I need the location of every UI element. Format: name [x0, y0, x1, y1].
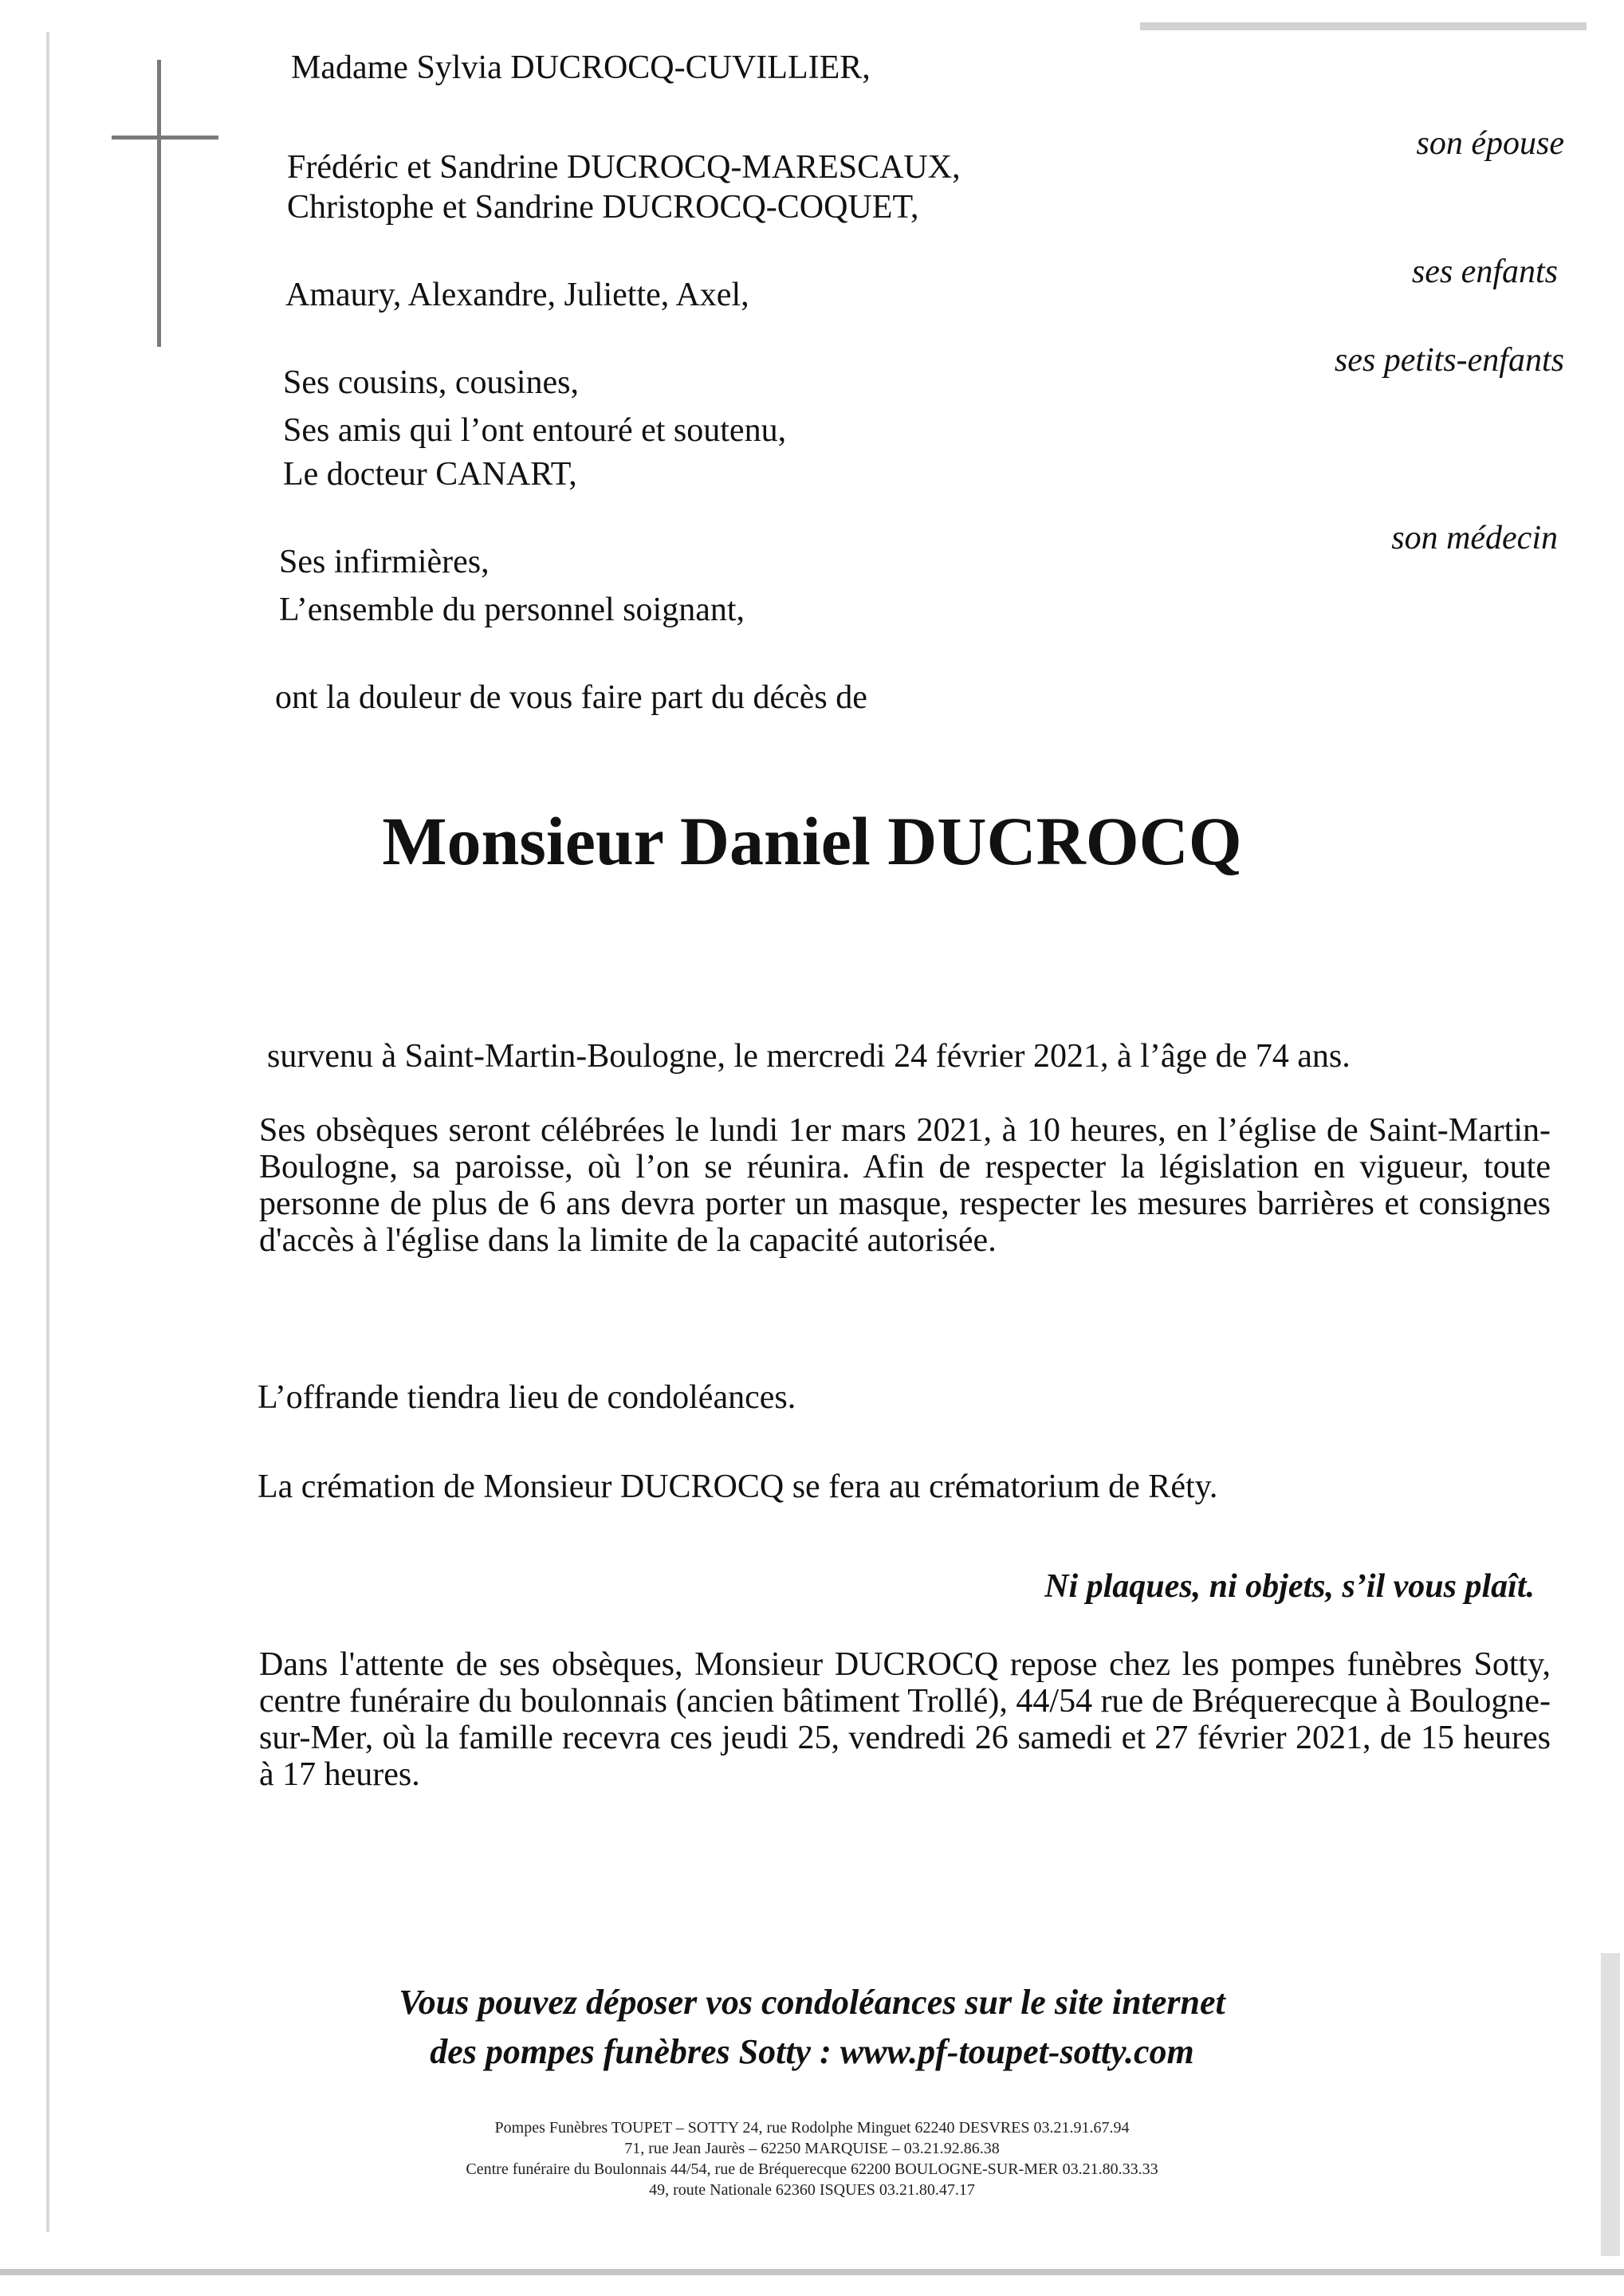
cousins: Ses cousins, cousines,	[283, 364, 579, 401]
scan-edge-bottom	[0, 2269, 1624, 2275]
footer-line: Centre funéraire du Boulonnais 44/54, rue de Bréquerecque 62200 BOULOGNE-SUR-MER 03.21.80.33.33	[466, 2160, 1158, 2178]
announcement: ont la douleur de vous faire part du décès de	[275, 679, 867, 716]
grandchildren: Amaury, Alexandre, Juliette, Axel,	[285, 277, 749, 313]
condolences-line-1: Vous pouvez déposer vos condoléances sur le site internet	[399, 1983, 1225, 2022]
footer-line: 71, rue Jean Jaurès – 62250 MARQUISE – 03.21.92.86.38	[624, 2140, 1000, 2157]
footer-line: Pompes Funèbres TOUPET – SOTTY 24, rue Rodolphe Minguet 62240 DESVRES 03.21.91.67.94	[494, 2119, 1130, 2137]
offering: L’offrande tiendra lieu de condoléances.	[258, 1379, 796, 1416]
friends: Ses amis qui l’ont entouré et soutenu,	[283, 412, 787, 449]
footer-addresses	[0, 2117, 1624, 2200]
staff: L’ensemble du personnel soignant,	[279, 592, 745, 628]
condolences-line-2: des pompes funèbres Sotty : www.pf-toupet-sotty.com	[430, 2032, 1194, 2071]
repose-text: Dans l'attente de ses obsèques, Monsieur DUCROCQ repose chez les pompes funèbres Sotty, centre funéraire du boulonnais (ancien bâtiment Trollé), 44/54 rue de Bréquerecque à Boulogne-sur-Mer, où la famille recevra ces jeudi 25, vendredi 26 samedi et 27 février 2021, de 15 heures à 17 heures.	[259, 1646, 1551, 1793]
footer-line: 49, route Nationale 62360 ISQUES 03.21.80.47.17	[649, 2181, 975, 2199]
scan-edge-left	[46, 32, 49, 2232]
funeral-paragraph	[259, 1112, 1551, 1259]
spouse-role: son épouse	[1416, 125, 1564, 162]
scan-edge-top	[1140, 22, 1587, 30]
death-info: survenu à Saint-Martin-Boulogne, le mercredi 24 février 2021, à l’âge de 74 ans.	[267, 1038, 1351, 1075]
funeral-text: Ses obsèques seront célébrées le lundi 1er mars 2021, à 10 heures, en l’église de Saint-Martin-Boulogne, sa paroisse, où l’on se réunira. Afin de respecter la législation en vigueur, toute personne de plus de 6 ans devra porter un masque, respecter les mesures barrières et consignes d'accès à l'église dans la limite de la capacité autorisée.	[259, 1112, 1551, 1259]
nurses: Ses infirmières,	[279, 544, 490, 580]
spouse-name: Madame Sylvia DUCROCQ-CUVILLIER,	[291, 49, 871, 86]
repose-paragraph	[259, 1646, 1551, 1793]
deceased-name: Monsieur Daniel DUCROCQ	[382, 803, 1242, 879]
child-1: Frédéric et Sandrine DUCROCQ-MARESCAUX,	[287, 149, 961, 186]
child-2: Christophe et Sandrine DUCROCQ-COQUET,	[287, 189, 919, 226]
doctor-role: son médecin	[1391, 520, 1558, 556]
cremation: La crémation de Monsieur DUCROCQ se fera au crématorium de Réty.	[258, 1468, 1218, 1505]
doctor: Le docteur CANART,	[283, 456, 577, 493]
children-role: ses enfants	[1411, 254, 1558, 290]
grandchildren-role: ses petits-enfants	[1334, 342, 1564, 379]
no-plaques-note: Ni plaques, ni objets, s’il vous plaît.	[1044, 1568, 1535, 1605]
